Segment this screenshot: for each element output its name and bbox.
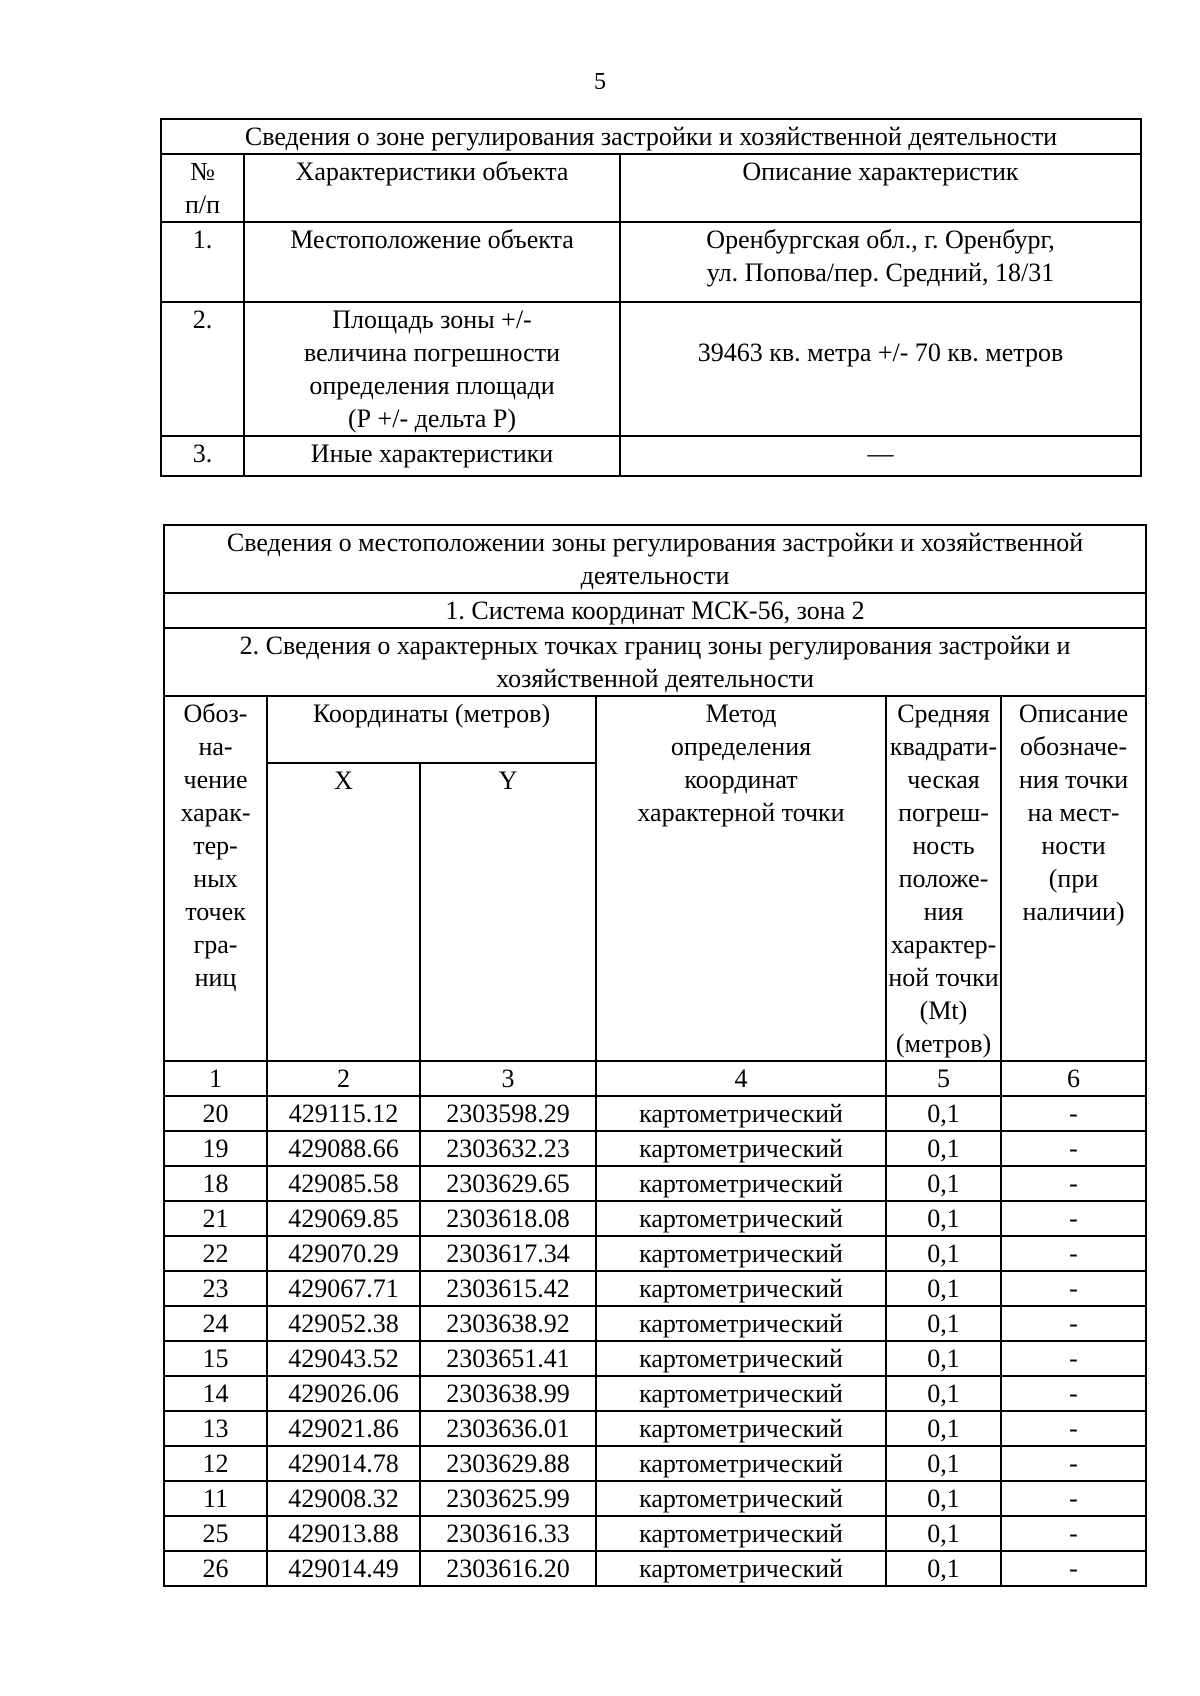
row-number: 1. xyxy=(161,222,244,302)
table-row xyxy=(164,1481,1146,1516)
column-number: 1 xyxy=(164,1061,267,1096)
column-number: 5 xyxy=(886,1061,1001,1096)
table-row xyxy=(164,1096,1146,1131)
point-description: - xyxy=(1001,1341,1146,1376)
table-row xyxy=(164,1341,1146,1376)
point-id: 19 xyxy=(164,1131,267,1166)
point-description: - xyxy=(1001,1446,1146,1481)
coord-x: 429008.32 xyxy=(267,1481,420,1516)
point-description: - xyxy=(1001,1551,1146,1586)
table-row xyxy=(164,1516,1146,1551)
zone-table-title: Сведения о зоне регулирования застройки и хозяйственной деятельности xyxy=(161,119,1141,154)
header-error: Средняя квадрати- ческая погреш- ность положе- ния характер- ной точки (Mt) (метров) xyxy=(886,696,1001,1061)
point-id: 23 xyxy=(164,1271,267,1306)
point-id: 18 xyxy=(164,1166,267,1201)
error: 0,1 xyxy=(886,1131,1001,1166)
table-row xyxy=(164,1236,1146,1271)
coord-x: 429013.88 xyxy=(267,1516,420,1551)
point-id: 15 xyxy=(164,1341,267,1376)
coord-y: 2303651.41 xyxy=(420,1341,596,1376)
point-description: - xyxy=(1001,1236,1146,1271)
coord-y: 2303638.99 xyxy=(420,1376,596,1411)
coord-x: 429021.86 xyxy=(267,1411,420,1446)
header-y: Y xyxy=(420,763,596,1061)
method: картометрический xyxy=(596,1481,886,1516)
error: 0,1 xyxy=(886,1236,1001,1271)
method: картометрический xyxy=(596,1446,886,1481)
point-id: 24 xyxy=(164,1306,267,1341)
coord-x: 429067.71 xyxy=(267,1271,420,1306)
point-description: - xyxy=(1001,1166,1146,1201)
coord-y: 2303598.29 xyxy=(420,1096,596,1131)
method: картометрический xyxy=(596,1236,886,1271)
method: картометрический xyxy=(596,1376,886,1411)
point-id: 22 xyxy=(164,1236,267,1271)
point-id: 20 xyxy=(164,1096,267,1131)
coord-x: 429069.85 xyxy=(267,1201,420,1236)
method: картометрический xyxy=(596,1096,886,1131)
header-characteristic: Характеристики объекта xyxy=(244,154,620,222)
row-name: Иные характеристики xyxy=(244,436,620,476)
error: 0,1 xyxy=(886,1201,1001,1236)
point-id: 13 xyxy=(164,1411,267,1446)
coordinate-system: 1. Система координат МСК-56, зона 2 xyxy=(164,593,1146,628)
table-row xyxy=(164,1376,1146,1411)
header-point-description: Описание обозначе- ния точки на мест- ности (при наличии) xyxy=(1001,696,1146,1061)
header-method: Метод определения координат характерной точки xyxy=(596,696,886,1061)
point-id: 14 xyxy=(164,1376,267,1411)
column-number: 6 xyxy=(1001,1061,1146,1096)
row-description: Оренбургская обл., г. Оренбург, ул. Попова/пер. Средний, 18/31 xyxy=(620,222,1141,302)
error: 0,1 xyxy=(886,1306,1001,1341)
coord-y: 2303638.92 xyxy=(420,1306,596,1341)
coord-y: 2303636.01 xyxy=(420,1411,596,1446)
coord-y: 2303632.23 xyxy=(420,1131,596,1166)
coord-y: 2303615.42 xyxy=(420,1271,596,1306)
table-row xyxy=(164,1201,1146,1236)
row-description: 39463 кв. метра +/- 70 кв. метров xyxy=(620,302,1141,436)
coord-x: 429052.38 xyxy=(267,1306,420,1341)
location-table xyxy=(163,524,1147,1587)
error: 0,1 xyxy=(886,1096,1001,1131)
error: 0,1 xyxy=(886,1481,1001,1516)
point-description: - xyxy=(1001,1131,1146,1166)
coord-x: 429085.58 xyxy=(267,1166,420,1201)
table-row xyxy=(164,1306,1146,1341)
point-description: - xyxy=(1001,1516,1146,1551)
error: 0,1 xyxy=(886,1551,1001,1586)
table-row xyxy=(164,1411,1146,1446)
row-number: 3. xyxy=(161,436,244,476)
error: 0,1 xyxy=(886,1166,1001,1201)
header-number: № п/п xyxy=(161,154,244,222)
point-id: 25 xyxy=(164,1516,267,1551)
method: картометрический xyxy=(596,1516,886,1551)
table-row xyxy=(164,1131,1146,1166)
method: картометрический xyxy=(596,1411,886,1446)
coord-y: 2303625.99 xyxy=(420,1481,596,1516)
row-description: — xyxy=(620,436,1141,476)
zone-info-table xyxy=(160,118,1142,477)
method: картометрический xyxy=(596,1271,886,1306)
error: 0,1 xyxy=(886,1446,1001,1481)
table-row xyxy=(164,1166,1146,1201)
coord-x: 429026.06 xyxy=(267,1376,420,1411)
coord-x: 429070.29 xyxy=(267,1236,420,1271)
column-number: 2 xyxy=(267,1061,420,1096)
column-number: 3 xyxy=(420,1061,596,1096)
error: 0,1 xyxy=(886,1271,1001,1306)
header-coordinates: Координаты (метров) xyxy=(267,696,596,763)
point-description: - xyxy=(1001,1411,1146,1446)
point-description: - xyxy=(1001,1096,1146,1131)
coord-y: 2303629.65 xyxy=(420,1166,596,1201)
coord-x: 429014.49 xyxy=(267,1551,420,1586)
table-row xyxy=(164,1446,1146,1481)
table-row xyxy=(164,1551,1146,1586)
point-description: - xyxy=(1001,1271,1146,1306)
coord-y: 2303617.34 xyxy=(420,1236,596,1271)
page-number: 5 xyxy=(594,69,606,95)
coord-x: 429043.52 xyxy=(267,1341,420,1376)
error: 0,1 xyxy=(886,1341,1001,1376)
header-designation: Обоз- на- чение харак- тер- ных точек гра- ниц xyxy=(164,696,267,1061)
method: картометрический xyxy=(596,1131,886,1166)
method: картометрический xyxy=(596,1166,886,1201)
point-description: - xyxy=(1001,1306,1146,1341)
method: картометрический xyxy=(596,1306,886,1341)
point-id: 26 xyxy=(164,1551,267,1586)
coord-y: 2303618.08 xyxy=(420,1201,596,1236)
coord-x: 429115.12 xyxy=(267,1096,420,1131)
error: 0,1 xyxy=(886,1411,1001,1446)
coord-x: 429014.78 xyxy=(267,1446,420,1481)
row-name: Площадь зоны +/- величина погрешности определения площади (Р +/- дельта Р) xyxy=(244,302,620,436)
location-table-title: Сведения о местоположении зоны регулирования застройки и хозяйственной деятельности xyxy=(164,525,1146,593)
point-description: - xyxy=(1001,1376,1146,1411)
points-title: 2. Сведения о характерных точках границ зоны регулирования застройки и хозяйственной деятельности xyxy=(164,628,1146,696)
point-id: 21 xyxy=(164,1201,267,1236)
method: картометрический xyxy=(596,1551,886,1586)
table-row xyxy=(164,1271,1146,1306)
coord-y: 2303616.33 xyxy=(420,1516,596,1551)
header-description: Описание характеристик xyxy=(620,154,1141,222)
coord-y: 2303629.88 xyxy=(420,1446,596,1481)
method: картометрический xyxy=(596,1341,886,1376)
error: 0,1 xyxy=(886,1376,1001,1411)
point-id: 12 xyxy=(164,1446,267,1481)
coord-x: 429088.66 xyxy=(267,1131,420,1166)
coord-y: 2303616.20 xyxy=(420,1551,596,1586)
point-id: 11 xyxy=(164,1481,267,1516)
header-x: X xyxy=(267,763,420,1061)
error: 0,1 xyxy=(886,1516,1001,1551)
column-number: 4 xyxy=(596,1061,886,1096)
row-number: 2. xyxy=(161,302,244,436)
row-name: Местоположение объекта xyxy=(244,222,620,302)
point-description: - xyxy=(1001,1201,1146,1236)
point-description: - xyxy=(1001,1481,1146,1516)
method: картометрический xyxy=(596,1201,886,1236)
